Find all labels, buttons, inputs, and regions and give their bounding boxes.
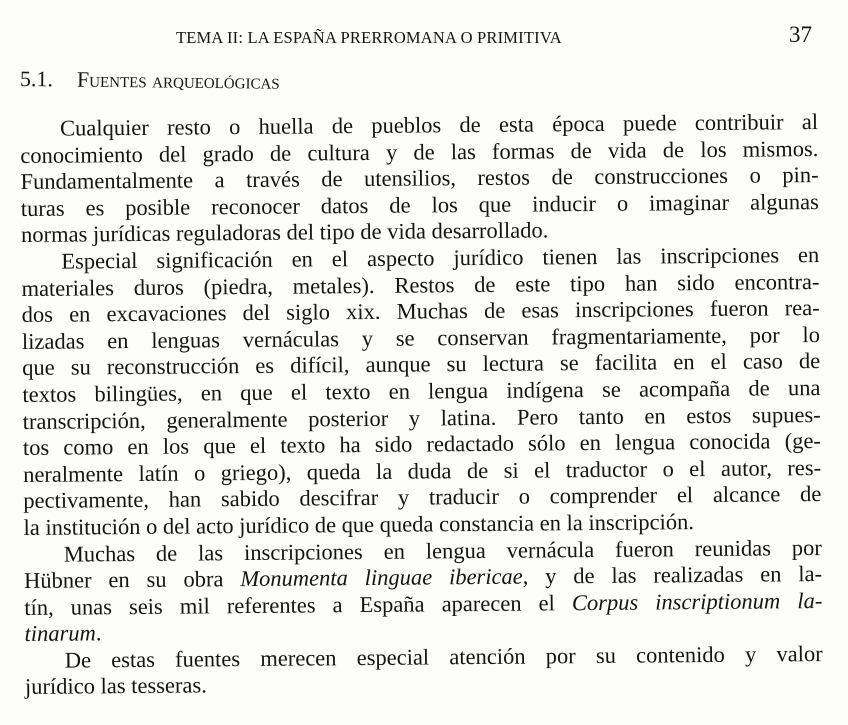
page-number: 37 [789,22,812,47]
text-line: normas jurídicas reguladoras del tipo de vida desarrollado. [20,217,549,248]
text-line: Cualquier resto o huella de pueblos de esta época puede contribuir al [59,109,819,141]
text-segment: , y de las realizadas en la- [522,561,823,589]
text-line: transcripción, generalmente posterior y latina. Pero tanto en estos supues- [22,401,821,434]
section-number: 5.1. [19,66,54,92]
text-line: la institución o del acto jurídico de que queda constancia en la inscripción. [23,509,695,540]
text-line: que su reconstrucción es difícil, aunque su lectura se facilita en el caso de [22,348,821,381]
text-line: pectivamente, han sabido descifrar y traducir o comprender el alcance de [23,481,822,514]
book-title-monumenta: Monumenta linguae ibericae [240,563,523,592]
text-line: lizadas en lenguas vernáculas y se conservan fragmentariamente, por lo [21,321,821,354]
text-segment: Hübner en su obra [23,566,241,594]
book-title-corpus-end: tinarum [24,620,96,647]
section-heading [20,66,280,95]
text-segment: . [95,620,102,646]
text-line: conocimiento del grado de cultura y de las formas de vida de los mismos. [20,135,819,168]
text-line: Fundamentalmente a través de utensilios, restos de construcciones o pin- [20,162,819,195]
book-title-corpus: Corpus inscriptionum la- [571,587,823,615]
text-line: jurídico las tesseras. [24,672,207,700]
text-line: Muchas de las inscripciones en lengua vernácula fueron reunidas por [63,534,822,567]
body-text [20,109,823,701]
text-line: dos en excavaciones del siglo xix. Muchas de esas inscripciones fueron rea- [21,295,820,328]
text-line: turas es posible reconocer datos de los que inducir o imaginar algunas [20,188,819,221]
text-line: materiales duros (piedra, metales). Restos de este tipo han sido encontra- [21,268,820,301]
text-line: De estas fuentes merecen especial atención por su contenido y valor [64,640,823,673]
text-line: neralmente latín o griego), queda la duda de si el traductor o el autor, res- [23,454,822,487]
section-title: Fuentes arqueológicas [76,66,280,94]
text-line: tos como en los que el texto ha sido redactado sólo en lengua conocida (ge- [22,428,821,461]
text-line: Especial significación en el aspecto jurídico tienen las inscripciones en [61,241,820,274]
text-segment: tín, unas seis mil referentes a España aparecen el [24,589,572,620]
text-line: textos bilingües, en que el texto en lengua indígena se acompaña de una [22,374,821,407]
running-header: TEMA II: LA ESPAÑA PRERROMANA O PRIMITIVA [176,28,562,47]
